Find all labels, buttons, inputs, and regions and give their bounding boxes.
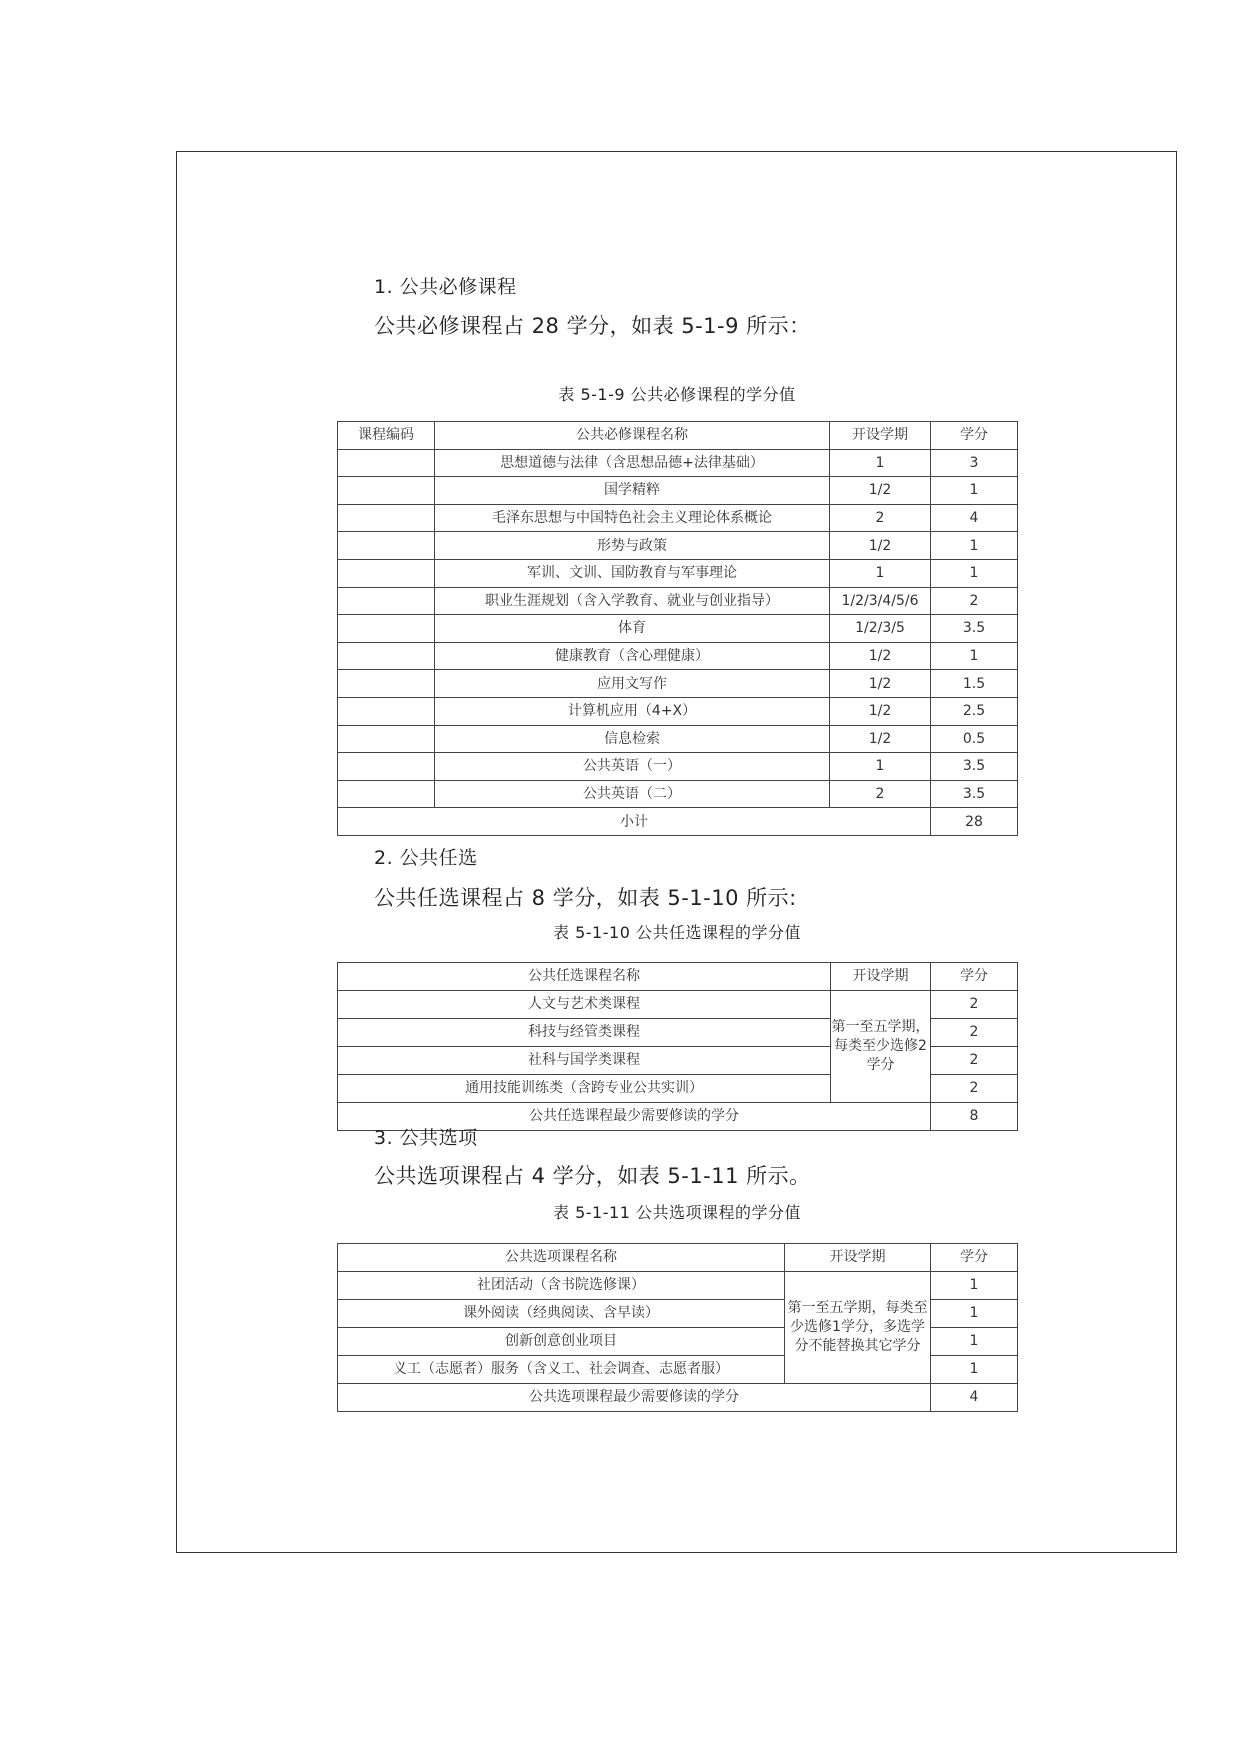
table-elective-courses bbox=[337, 962, 1018, 1131]
course-name: 思想道德与法律（含思想品德+法律基础） bbox=[435, 449, 830, 477]
term-note: 第一至五学期，每类至少选修1学分，多选学分不能替换其它学分 bbox=[785, 1272, 931, 1384]
table-row bbox=[338, 1272, 1018, 1300]
course-term: 1/2 bbox=[830, 670, 931, 698]
course-term: 2 bbox=[830, 780, 931, 808]
course-credit: 2 bbox=[931, 1047, 1018, 1075]
course-name: 军训、文训、国防教育与军事理论 bbox=[435, 559, 830, 587]
course-name: 职业生涯规划（含入学教育、就业与创业指导） bbox=[435, 587, 830, 615]
course-term: 1/2 bbox=[830, 697, 931, 725]
table-header-row bbox=[338, 963, 1018, 991]
section2-intro: 公共任选课程占 8 学分，如表 5-1-10 所示: bbox=[374, 886, 797, 910]
course-term: 1/2 bbox=[830, 642, 931, 670]
table2-caption: 表 5-1-10 公共任选课程的学分值 bbox=[553, 923, 801, 942]
subtotal-row bbox=[338, 808, 1018, 836]
table-row bbox=[338, 587, 1018, 615]
header-term: 开设学期 bbox=[785, 1244, 931, 1272]
course-code bbox=[338, 587, 435, 615]
course-name: 公共英语（二） bbox=[435, 780, 830, 808]
table-row bbox=[338, 753, 1018, 781]
course-term: 1/2 bbox=[830, 725, 931, 753]
header-name: 公共必修课程名称 bbox=[435, 422, 830, 450]
table-optional-courses bbox=[337, 1243, 1018, 1412]
table-required-courses bbox=[337, 421, 1018, 836]
table-row bbox=[338, 725, 1018, 753]
table-row bbox=[338, 991, 1018, 1019]
course-name: 通用技能训练类（含跨专业公共实训） bbox=[338, 1075, 831, 1103]
course-credit: 3.5 bbox=[931, 615, 1018, 643]
section3-intro: 公共选项课程占 4 学分，如表 5-1-11 所示。 bbox=[374, 1164, 811, 1188]
table-row bbox=[338, 642, 1018, 670]
course-name: 信息检索 bbox=[435, 725, 830, 753]
course-credit: 1 bbox=[931, 477, 1018, 505]
course-name: 社科与国学类课程 bbox=[338, 1047, 831, 1075]
course-code bbox=[338, 670, 435, 698]
course-credit: 3 bbox=[931, 449, 1018, 477]
table3-caption: 表 5-1-11 公共选项课程的学分值 bbox=[553, 1203, 801, 1222]
course-code bbox=[338, 449, 435, 477]
course-code bbox=[338, 559, 435, 587]
course-code bbox=[338, 477, 435, 505]
section2-heading: 2. 公共任选 bbox=[374, 847, 478, 869]
course-name: 社团活动（含书院选修课） bbox=[338, 1272, 785, 1300]
course-name: 应用文写作 bbox=[435, 670, 830, 698]
course-credit: 1 bbox=[931, 1328, 1018, 1356]
header-term: 开设学期 bbox=[831, 963, 931, 991]
table-row bbox=[338, 532, 1018, 560]
course-code bbox=[338, 615, 435, 643]
course-term: 1/2 bbox=[830, 477, 931, 505]
section1-heading: 1. 公共必修课程 bbox=[374, 276, 517, 298]
subtotal-value: 28 bbox=[931, 808, 1018, 836]
table-row bbox=[338, 477, 1018, 505]
course-name: 课外阅读（经典阅读、含早读） bbox=[338, 1300, 785, 1328]
total-label: 公共任选课程最少需要修读的学分 bbox=[338, 1103, 931, 1131]
course-name: 健康教育（含心理健康） bbox=[435, 642, 830, 670]
course-name: 义工（志愿者）服务（含义工、社会调查、志愿者服） bbox=[338, 1356, 785, 1384]
course-code bbox=[338, 504, 435, 532]
table-header-row bbox=[338, 422, 1018, 450]
header-name: 公共选项课程名称 bbox=[338, 1244, 785, 1272]
course-name: 体育 bbox=[435, 615, 830, 643]
course-term: 1/2/3/4/5/6 bbox=[830, 587, 931, 615]
table-row bbox=[338, 504, 1018, 532]
header-name: 公共任选课程名称 bbox=[338, 963, 831, 991]
course-credit: 1 bbox=[931, 1272, 1018, 1300]
table1-caption: 表 5-1-9 公共必修课程的学分值 bbox=[558, 385, 796, 404]
course-code bbox=[338, 532, 435, 560]
course-credit: 1 bbox=[931, 1300, 1018, 1328]
section3-heading: 3. 公共选项 bbox=[374, 1127, 478, 1149]
course-name: 国学精粹 bbox=[435, 477, 830, 505]
course-credit: 1 bbox=[931, 642, 1018, 670]
course-name: 公共英语（一） bbox=[435, 753, 830, 781]
table-row bbox=[338, 615, 1018, 643]
course-credit: 4 bbox=[931, 504, 1018, 532]
course-credit: 2 bbox=[931, 587, 1018, 615]
header-credit: 学分 bbox=[931, 422, 1018, 450]
course-code bbox=[338, 753, 435, 781]
total-value: 8 bbox=[931, 1103, 1018, 1131]
course-name: 形势与政策 bbox=[435, 532, 830, 560]
course-name: 毛泽东思想与中国特色社会主义理论体系概论 bbox=[435, 504, 830, 532]
course-term: 1 bbox=[830, 753, 931, 781]
course-code bbox=[338, 780, 435, 808]
course-code bbox=[338, 725, 435, 753]
table-row bbox=[338, 559, 1018, 587]
table-row bbox=[338, 697, 1018, 725]
total-label: 公共选项课程最少需要修读的学分 bbox=[338, 1384, 931, 1412]
course-term: 2 bbox=[830, 504, 931, 532]
course-name: 人文与艺术类课程 bbox=[338, 991, 831, 1019]
course-term: 1/2 bbox=[830, 532, 931, 560]
course-credit: 0.5 bbox=[931, 725, 1018, 753]
total-row bbox=[338, 1384, 1018, 1412]
course-name: 创新创意创业项目 bbox=[338, 1328, 785, 1356]
course-name: 科技与经管类课程 bbox=[338, 1019, 831, 1047]
course-credit: 3.5 bbox=[931, 780, 1018, 808]
course-term: 1 bbox=[830, 449, 931, 477]
course-credit: 2 bbox=[931, 991, 1018, 1019]
course-code bbox=[338, 697, 435, 725]
term-note: 第一至五学期，每类至少选修2学分 bbox=[831, 991, 931, 1103]
header-term: 开设学期 bbox=[830, 422, 931, 450]
header-code: 课程编码 bbox=[338, 422, 435, 450]
table-row bbox=[338, 449, 1018, 477]
table-header-row bbox=[338, 1244, 1018, 1272]
course-code bbox=[338, 642, 435, 670]
course-credit: 2 bbox=[931, 1019, 1018, 1047]
course-credit: 1 bbox=[931, 532, 1018, 560]
course-credit: 2.5 bbox=[931, 697, 1018, 725]
section1-intro: 公共必修课程占 28 学分，如表 5-1-9 所示： bbox=[374, 314, 811, 338]
header-credit: 学分 bbox=[931, 1244, 1018, 1272]
course-credit: 1 bbox=[931, 559, 1018, 587]
header-credit: 学分 bbox=[931, 963, 1018, 991]
table-row bbox=[338, 780, 1018, 808]
course-credit: 3.5 bbox=[931, 753, 1018, 781]
total-value: 4 bbox=[931, 1384, 1018, 1412]
course-name: 计算机应用（4+X） bbox=[435, 697, 830, 725]
course-credit: 1 bbox=[931, 1356, 1018, 1384]
course-credit: 1.5 bbox=[931, 670, 1018, 698]
course-term: 1 bbox=[830, 559, 931, 587]
subtotal-label: 小计 bbox=[338, 808, 931, 836]
course-term: 1/2/3/5 bbox=[830, 615, 931, 643]
course-credit: 2 bbox=[931, 1075, 1018, 1103]
table-row bbox=[338, 670, 1018, 698]
